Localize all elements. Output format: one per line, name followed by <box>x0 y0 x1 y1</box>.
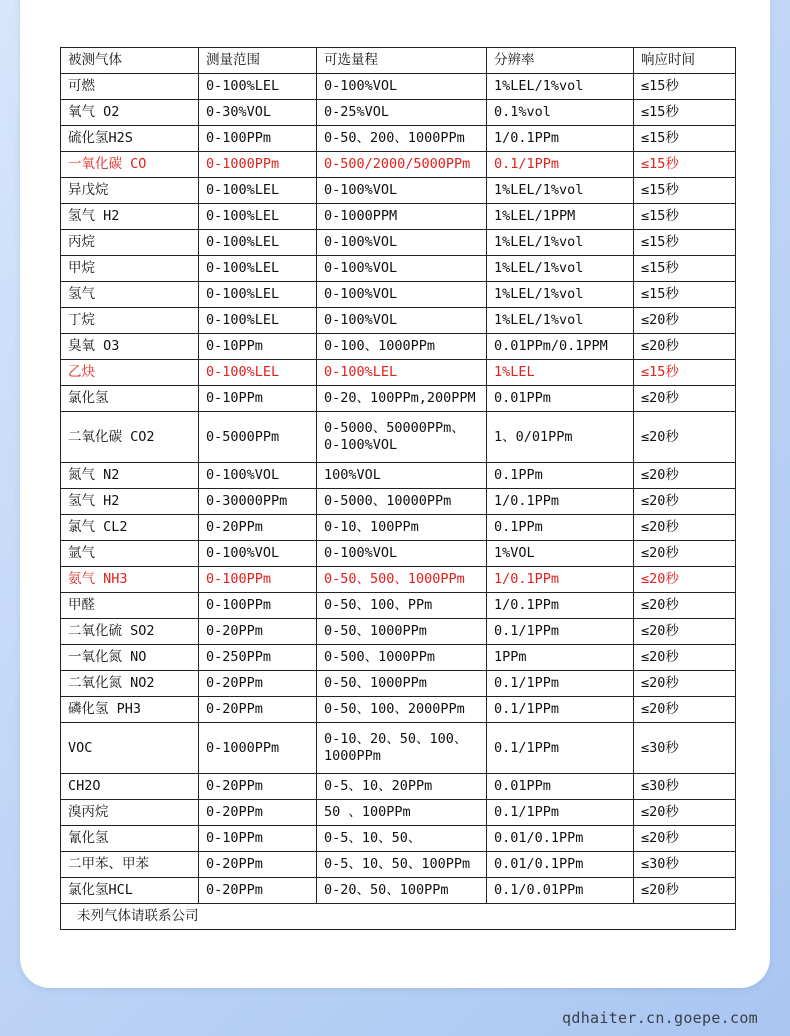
cell-gas: 氢气 <box>61 282 199 308</box>
cell-resolution: 0.1/0.01PPm <box>487 878 634 904</box>
cell-range: 0-100PPm <box>199 126 317 152</box>
cell-gas: 氧气 O2 <box>61 100 199 126</box>
cell-range: 0-100%LEL <box>199 282 317 308</box>
cell-gas: 二氧化氮 NO2 <box>61 671 199 697</box>
cell-options: 0-10、20、50、100、1000PPm <box>317 723 487 774</box>
table-row <box>61 282 736 308</box>
cell-resolution: 1%LEL/1%vol <box>487 308 634 334</box>
cell-response: ≤20秒 <box>634 412 736 463</box>
cell-options: 0-100%VOL <box>317 178 487 204</box>
cell-range: 0-20PPm <box>199 697 317 723</box>
cell-response: ≤30秒 <box>634 723 736 774</box>
table-row <box>61 308 736 334</box>
cell-resolution: 1%LEL/1%vol <box>487 178 634 204</box>
cell-options: 0-50、100、PPm <box>317 593 487 619</box>
cell-response: ≤30秒 <box>634 852 736 878</box>
cell-response: ≤15秒 <box>634 74 736 100</box>
table-row <box>61 723 736 774</box>
cell-resolution: 0.1/1PPm <box>487 723 634 774</box>
cell-resolution: 0.1%vol <box>487 100 634 126</box>
cell-gas: 氮气 N2 <box>61 463 199 489</box>
cell-options: 0-5、10、50、 <box>317 826 487 852</box>
cell-range: 0-10PPm <box>199 826 317 852</box>
cell-options: 0-100、1000PPm <box>317 334 487 360</box>
cell-options: 0-50、1000PPm <box>317 619 487 645</box>
cell-gas: 氯气 CL2 <box>61 515 199 541</box>
cell-resolution: 0.01PPm <box>487 386 634 412</box>
cell-gas: 氩气 <box>61 541 199 567</box>
cell-response: ≤20秒 <box>634 308 736 334</box>
cell-range: 0-100%LEL <box>199 204 317 230</box>
table-header-row <box>61 48 736 74</box>
cell-options: 0-50、200、1000PPm <box>317 126 487 152</box>
cell-gas: CH2O <box>61 774 199 800</box>
cell-gas: 丙烷 <box>61 230 199 256</box>
cell-resolution: 0.1/1PPm <box>487 671 634 697</box>
table-row <box>61 619 736 645</box>
cell-options: 0-100%LEL <box>317 360 487 386</box>
cell-resolution: 1/0.1PPm <box>487 567 634 593</box>
cell-range: 0-20PPm <box>199 515 317 541</box>
cell-response: ≤20秒 <box>634 489 736 515</box>
table-row <box>61 256 736 282</box>
cell-resolution: 0.1PPm <box>487 463 634 489</box>
cell-options: 0-50、500、1000PPm <box>317 567 487 593</box>
cell-resolution: 1%LEL/1%vol <box>487 74 634 100</box>
table-row <box>61 567 736 593</box>
cell-response: ≤15秒 <box>634 230 736 256</box>
cell-gas: 丁烷 <box>61 308 199 334</box>
cell-range: 0-30000PPm <box>199 489 317 515</box>
table-row <box>61 697 736 723</box>
cell-options: 0-100%VOL <box>317 282 487 308</box>
cell-gas: 甲烷 <box>61 256 199 282</box>
cell-resolution: 1%LEL <box>487 360 634 386</box>
cell-options: 0-100%VOL <box>317 541 487 567</box>
cell-options: 0-20、50、100PPm <box>317 878 487 904</box>
cell-resolution: 0.01/0.1PPm <box>487 852 634 878</box>
cell-options: 0-10、100PPm <box>317 515 487 541</box>
cell-resolution: 1%LEL/1%vol <box>487 282 634 308</box>
cell-range: 0-20PPm <box>199 619 317 645</box>
cell-options: 0-20、100PPm,200PPM <box>317 386 487 412</box>
cell-response: ≤15秒 <box>634 100 736 126</box>
cell-range: 0-1000PPm <box>199 152 317 178</box>
cell-gas: 氰化氢 <box>61 826 199 852</box>
cell-range: 0-20PPm <box>199 800 317 826</box>
cell-response: ≤20秒 <box>634 878 736 904</box>
cell-gas: 二氧化硫 SO2 <box>61 619 199 645</box>
table-body <box>61 74 736 904</box>
cell-resolution: 0.01PPm/0.1PPM <box>487 334 634 360</box>
cell-range: 0-100PPm <box>199 567 317 593</box>
table-row <box>61 593 736 619</box>
table-row <box>61 204 736 230</box>
cell-gas: 一氧化碳 CO <box>61 152 199 178</box>
cell-response: ≤20秒 <box>634 386 736 412</box>
cell-resolution: 1/0.1PPm <box>487 489 634 515</box>
cell-range: 0-20PPm <box>199 878 317 904</box>
cell-response: ≤15秒 <box>634 282 736 308</box>
cell-response: ≤20秒 <box>634 334 736 360</box>
table-row <box>61 774 736 800</box>
cell-options: 0-500、1000PPm <box>317 645 487 671</box>
cell-options: 0-50、100、2000PPm <box>317 697 487 723</box>
cell-resolution: 0.1PPm <box>487 515 634 541</box>
cell-range: 0-20PPm <box>199 852 317 878</box>
cell-gas: 二氧化碳 CO2 <box>61 412 199 463</box>
site-watermark: qdhaiter.cn.goepe.com <box>562 1009 758 1027</box>
cell-response: ≤20秒 <box>634 645 736 671</box>
cell-gas: 硫化氢H2S <box>61 126 199 152</box>
table-row <box>61 489 736 515</box>
cell-options: 100%VOL <box>317 463 487 489</box>
cell-response: ≤20秒 <box>634 567 736 593</box>
cell-response: ≤20秒 <box>634 800 736 826</box>
cell-gas: 氢气 H2 <box>61 204 199 230</box>
table-row <box>61 126 736 152</box>
table-footer-row <box>61 904 736 930</box>
table-row <box>61 178 736 204</box>
cell-gas: VOC <box>61 723 199 774</box>
cell-options: 0-1000PPM <box>317 204 487 230</box>
cell-response: ≤20秒 <box>634 826 736 852</box>
cell-response: ≤15秒 <box>634 256 736 282</box>
cell-range: 0-100%LEL <box>199 360 317 386</box>
cell-response: ≤20秒 <box>634 593 736 619</box>
cell-resolution: 0.01/0.1PPm <box>487 826 634 852</box>
cell-options: 0-5、10、50、100PPm <box>317 852 487 878</box>
cell-range: 0-100%LEL <box>199 256 317 282</box>
cell-range: 0-5000PPm <box>199 412 317 463</box>
cell-resolution: 0.01PPm <box>487 774 634 800</box>
cell-range: 0-250PPm <box>199 645 317 671</box>
cell-range: 0-1000PPm <box>199 723 317 774</box>
table-row <box>61 230 736 256</box>
cell-options: 50 、100PPm <box>317 800 487 826</box>
table-row <box>61 645 736 671</box>
table-row <box>61 334 736 360</box>
cell-response: ≤20秒 <box>634 619 736 645</box>
cell-range: 0-20PPm <box>199 671 317 697</box>
cell-response: ≤20秒 <box>634 515 736 541</box>
cell-resolution: 0.1/1PPm <box>487 800 634 826</box>
cell-options: 0-5、10、20PPm <box>317 774 487 800</box>
cell-options: 0-5000、10000PPm <box>317 489 487 515</box>
cell-range: 0-100%LEL <box>199 230 317 256</box>
cell-options: 0-100%VOL <box>317 256 487 282</box>
cell-range: 0-10PPm <box>199 334 317 360</box>
cell-resolution: 1%LEL/1%vol <box>487 256 634 282</box>
cell-gas: 溴丙烷 <box>61 800 199 826</box>
cell-gas: 一氧化氮 NO <box>61 645 199 671</box>
header-gas: 被测气体 <box>61 48 199 74</box>
cell-resolution: 1%VOL <box>487 541 634 567</box>
cell-response: ≤20秒 <box>634 463 736 489</box>
cell-range: 0-100%LEL <box>199 74 317 100</box>
cell-options: 0-100%VOL <box>317 74 487 100</box>
table-row <box>61 74 736 100</box>
header-resolution: 分辨率 <box>487 48 634 74</box>
cell-options: 0-5000、50000PPm、0-100%VOL <box>317 412 487 463</box>
cell-response: ≤20秒 <box>634 697 736 723</box>
cell-response: ≤30秒 <box>634 774 736 800</box>
cell-gas: 甲醛 <box>61 593 199 619</box>
cell-range: 0-100%LEL <box>199 308 317 334</box>
cell-options: 0-25%VOL <box>317 100 487 126</box>
table-row <box>61 515 736 541</box>
cell-resolution: 0.1/1PPm <box>487 619 634 645</box>
table-row <box>61 826 736 852</box>
table-row <box>61 100 736 126</box>
table-row <box>61 800 736 826</box>
cell-gas: 臭氧 O3 <box>61 334 199 360</box>
cell-response: ≤20秒 <box>634 541 736 567</box>
cell-resolution: 1%LEL/1%vol <box>487 230 634 256</box>
cell-options: 0-100%VOL <box>317 308 487 334</box>
cell-options: 0-100%VOL <box>317 230 487 256</box>
header-options: 可选量程 <box>317 48 487 74</box>
table-row <box>61 360 736 386</box>
cell-resolution: 1/0.1PPm <box>487 126 634 152</box>
table-row <box>61 463 736 489</box>
cell-resolution: 1PPm <box>487 645 634 671</box>
gas-spec-table <box>60 47 736 930</box>
cell-options: 0-500/2000/5000PPm <box>317 152 487 178</box>
cell-gas: 氯化氢HCL <box>61 878 199 904</box>
cell-options: 0-50、1000PPm <box>317 671 487 697</box>
table-row <box>61 852 736 878</box>
cell-resolution: 1、0/01PPm <box>487 412 634 463</box>
table-row <box>61 541 736 567</box>
table-row <box>61 386 736 412</box>
table-row <box>61 412 736 463</box>
cell-gas: 氯化氢 <box>61 386 199 412</box>
cell-response: ≤15秒 <box>634 178 736 204</box>
cell-range: 0-20PPm <box>199 774 317 800</box>
cell-gas: 乙炔 <box>61 360 199 386</box>
cell-gas: 氨气 NH3 <box>61 567 199 593</box>
cell-gas: 二甲苯、甲苯 <box>61 852 199 878</box>
cell-resolution: 0.1/1PPm <box>487 152 634 178</box>
header-range: 测量范围 <box>199 48 317 74</box>
cell-range: 0-100%VOL <box>199 463 317 489</box>
cell-response: ≤15秒 <box>634 360 736 386</box>
cell-response: ≤15秒 <box>634 126 736 152</box>
cell-response: ≤15秒 <box>634 204 736 230</box>
cell-range: 0-100%VOL <box>199 541 317 567</box>
cell-range: 0-100PPm <box>199 593 317 619</box>
cell-resolution: 1%LEL/1PPM <box>487 204 634 230</box>
table-row <box>61 671 736 697</box>
cell-response: ≤20秒 <box>634 671 736 697</box>
cell-gas: 磷化氢 PH3 <box>61 697 199 723</box>
cell-gas: 可燃 <box>61 74 199 100</box>
cell-resolution: 0.1/1PPm <box>487 697 634 723</box>
cell-range: 0-100%LEL <box>199 178 317 204</box>
cell-resolution: 1/0.1PPm <box>487 593 634 619</box>
cell-gas: 异戊烷 <box>61 178 199 204</box>
table-row <box>61 878 736 904</box>
cell-range: 0-30%VOL <box>199 100 317 126</box>
cell-range: 0-10PPm <box>199 386 317 412</box>
cell-gas: 氢气 H2 <box>61 489 199 515</box>
table-row <box>61 152 736 178</box>
cell-response: ≤15秒 <box>634 152 736 178</box>
header-response: 响应时间 <box>634 48 736 74</box>
contact-note: 未列气体请联系公司 <box>61 904 736 930</box>
